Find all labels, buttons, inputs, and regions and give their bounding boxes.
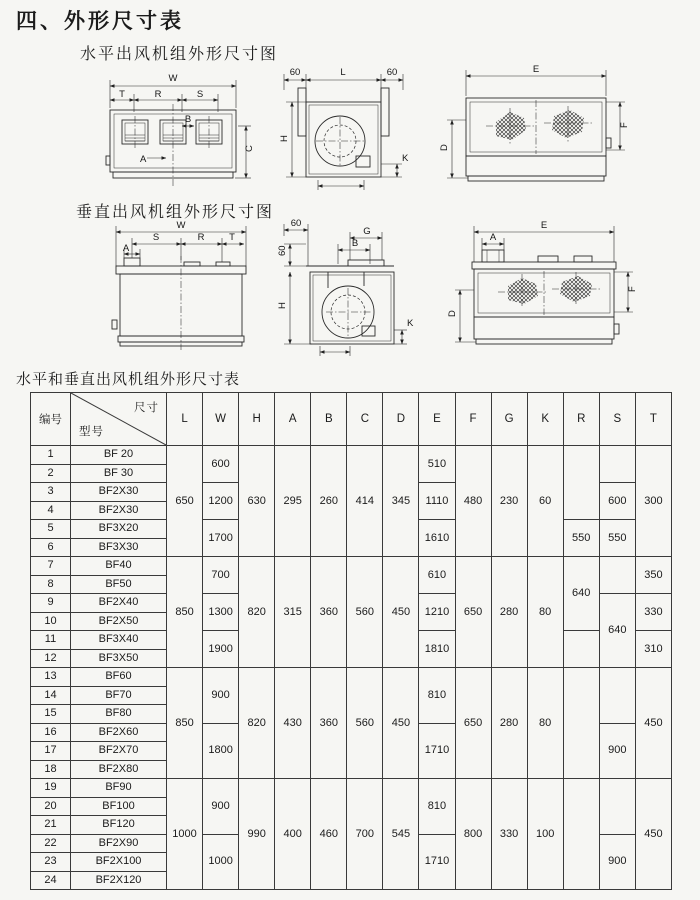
dim-label-T: T bbox=[119, 89, 125, 100]
dim-cell-G: 330 bbox=[491, 779, 527, 890]
dim-cell-W: 1800 bbox=[203, 723, 239, 779]
model-cell: BF60 bbox=[71, 668, 167, 687]
dim-label-60-right: 60 bbox=[386, 67, 398, 78]
row-number-cell: 3 bbox=[31, 483, 71, 502]
dim-cell-T: 350 bbox=[635, 557, 671, 594]
model-cell: BF3X30 bbox=[71, 538, 167, 557]
dim-cell-R bbox=[563, 668, 599, 779]
col-header-A: A bbox=[275, 393, 311, 446]
col-header-F: F bbox=[455, 393, 491, 446]
row-number-cell: 1 bbox=[31, 446, 71, 465]
dim-label-E: E bbox=[540, 220, 548, 231]
inlet-opening-left bbox=[508, 278, 538, 304]
dim-cell-E: 1210 bbox=[419, 594, 455, 631]
dim-label-F: F bbox=[627, 286, 638, 292]
dim-cell-S bbox=[599, 557, 635, 594]
dim-cell-G: 230 bbox=[491, 446, 527, 557]
row-number-cell: 5 bbox=[31, 520, 71, 539]
dim-cell-T: 330 bbox=[635, 594, 671, 631]
dim-label-F: F bbox=[619, 122, 630, 128]
dim-label-G: G bbox=[363, 226, 371, 237]
dim-cell-T: 300 bbox=[635, 446, 671, 557]
model-cell: BF2X40 bbox=[71, 594, 167, 613]
dim-cell-K: 80 bbox=[527, 557, 563, 668]
dim-cell-D: 545 bbox=[383, 779, 419, 890]
model-cell: BF 30 bbox=[71, 464, 167, 483]
outlet-stub-left bbox=[482, 250, 504, 262]
col-header-W: W bbox=[203, 393, 239, 446]
dim-cell-B: 460 bbox=[311, 779, 347, 890]
dim-label-S: S bbox=[152, 232, 160, 243]
dim-cell-A: 315 bbox=[275, 557, 311, 668]
dim-cell-K: 60 bbox=[527, 446, 563, 557]
model-cell: BF50 bbox=[71, 575, 167, 594]
model-cell: BF70 bbox=[71, 686, 167, 705]
dim-cell-C: 414 bbox=[347, 446, 383, 557]
dim-cell-K: 80 bbox=[527, 668, 563, 779]
dim-label-H: H bbox=[277, 302, 288, 309]
dim-cell-G: 280 bbox=[491, 557, 527, 668]
model-cell: BF2X80 bbox=[71, 760, 167, 779]
model-cell: BF2X50 bbox=[71, 612, 167, 631]
row-number-cell: 6 bbox=[31, 538, 71, 557]
outlet-stub-left bbox=[124, 258, 140, 266]
dim-cell-L: 850 bbox=[167, 557, 203, 668]
dim-cell-C: 560 bbox=[347, 668, 383, 779]
dim-cell-S bbox=[599, 446, 635, 483]
dim-cell-S: 600 bbox=[599, 483, 635, 520]
model-cell: BF 20 bbox=[71, 446, 167, 465]
dim-cell-E: 810 bbox=[419, 779, 455, 835]
dim-cell-C: 700 bbox=[347, 779, 383, 890]
model-cell: BF80 bbox=[71, 705, 167, 724]
dim-cell-E: 1110 bbox=[419, 483, 455, 520]
horizontal-front-view-drawing bbox=[88, 60, 258, 195]
dim-cell-E: 1610 bbox=[419, 520, 455, 557]
dim-cell-S: 900 bbox=[599, 834, 635, 890]
row-number-cell: 7 bbox=[31, 557, 71, 576]
dim-cell-S bbox=[599, 779, 635, 835]
dim-cell-H: 990 bbox=[239, 779, 275, 890]
dim-cell-D: 450 bbox=[383, 557, 419, 668]
dim-cell-W: 1300 bbox=[203, 594, 239, 631]
model-cell: BF2X90 bbox=[71, 834, 167, 853]
model-cell: BF3X50 bbox=[71, 649, 167, 668]
table-row bbox=[31, 446, 672, 465]
dim-cell-B: 360 bbox=[311, 557, 347, 668]
dim-cell-R bbox=[563, 631, 599, 668]
header-model-dim-cell bbox=[71, 393, 167, 446]
dim-cell-W: 1900 bbox=[203, 631, 239, 668]
dim-cell-W: 900 bbox=[203, 668, 239, 724]
row-number-cell: 15 bbox=[31, 705, 71, 724]
dim-cell-W: 1200 bbox=[203, 483, 239, 520]
dim-cell-L: 1000 bbox=[167, 779, 203, 890]
row-number-cell: 17 bbox=[31, 742, 71, 761]
dim-label-60-left: 60 bbox=[289, 67, 301, 78]
row-number-cell: 8 bbox=[31, 575, 71, 594]
table-row bbox=[31, 779, 672, 798]
dim-cell-D: 345 bbox=[383, 446, 419, 557]
dim-cell-W: 1000 bbox=[203, 834, 239, 890]
row-number-cell: 4 bbox=[31, 501, 71, 520]
model-cell: BF2X30 bbox=[71, 501, 167, 520]
dim-cell-S: 640 bbox=[599, 594, 635, 668]
dim-cell-T: 450 bbox=[635, 779, 671, 890]
dim-label-R: R bbox=[197, 232, 205, 243]
dim-cell-E: 810 bbox=[419, 668, 455, 724]
col-header-number: 编号 bbox=[31, 393, 71, 446]
row-number-cell: 22 bbox=[31, 834, 71, 853]
dimension-table-body bbox=[31, 446, 672, 890]
model-cell: BF100 bbox=[71, 797, 167, 816]
dim-cell-D: 450 bbox=[383, 668, 419, 779]
row-number-cell: 13 bbox=[31, 668, 71, 687]
vertical-front-view-drawing bbox=[96, 220, 266, 365]
model-cell: BF2X70 bbox=[71, 742, 167, 761]
row-number-cell: 16 bbox=[31, 723, 71, 742]
model-cell: BF2X120 bbox=[71, 871, 167, 890]
model-cell: BF2X60 bbox=[71, 723, 167, 742]
row-number-cell: 2 bbox=[31, 464, 71, 483]
vertical-rear-view-drawing bbox=[446, 220, 646, 365]
dim-cell-E: 1810 bbox=[419, 631, 455, 668]
dim-cell-W: 1700 bbox=[203, 520, 239, 557]
dim-label-60-side: 60 bbox=[277, 245, 288, 256]
dim-label-B: B bbox=[351, 238, 359, 249]
dim-cell-R bbox=[563, 779, 599, 890]
dim-cell-C: 560 bbox=[347, 557, 383, 668]
dim-cell-T: 310 bbox=[635, 631, 671, 668]
table-caption: 水平和垂直出风机组外形尺寸表 bbox=[16, 371, 241, 388]
dim-cell-F: 650 bbox=[455, 557, 491, 668]
row-number-cell: 21 bbox=[31, 816, 71, 835]
dim-cell-F: 800 bbox=[455, 779, 491, 890]
model-cell: BF90 bbox=[71, 779, 167, 798]
dim-cell-T: 450 bbox=[635, 668, 671, 779]
row-number-cell: 20 bbox=[31, 797, 71, 816]
row-number-cell: 11 bbox=[31, 631, 71, 650]
dim-cell-A: 430 bbox=[275, 668, 311, 779]
col-header-T: T bbox=[635, 393, 671, 446]
col-header-L: L bbox=[167, 393, 203, 446]
col-header-E: E bbox=[419, 393, 455, 446]
dim-label-T: T bbox=[229, 232, 235, 243]
dim-label-S: S bbox=[196, 89, 204, 100]
dim-cell-H: 630 bbox=[239, 446, 275, 557]
dim-cell-S: 550 bbox=[599, 520, 635, 557]
dim-cell-W: 900 bbox=[203, 779, 239, 835]
table-row bbox=[31, 668, 672, 687]
dim-cell-B: 360 bbox=[311, 668, 347, 779]
dim-cell-H: 820 bbox=[239, 557, 275, 668]
dim-label-E: E bbox=[532, 64, 540, 75]
row-number-cell: 9 bbox=[31, 594, 71, 613]
dim-cell-E: 1710 bbox=[419, 834, 455, 890]
dim-cell-F: 650 bbox=[455, 668, 491, 779]
dim-label-L: L bbox=[340, 67, 346, 78]
dim-cell-H: 820 bbox=[239, 668, 275, 779]
col-header-R: R bbox=[563, 393, 599, 446]
subtitle-horizontal-unit: 水平出风机组外形尺寸图 bbox=[80, 46, 279, 63]
dim-label-H: H bbox=[279, 135, 290, 142]
dim-cell-A: 295 bbox=[275, 446, 311, 557]
dim-cell-S bbox=[599, 668, 635, 724]
col-header-H: H bbox=[239, 393, 275, 446]
dim-cell-E: 510 bbox=[419, 446, 455, 483]
col-header-B: B bbox=[311, 393, 347, 446]
model-cell: BF2X30 bbox=[71, 483, 167, 502]
row-number-cell: 19 bbox=[31, 779, 71, 798]
dim-cell-E: 1710 bbox=[419, 723, 455, 779]
dim-cell-L: 850 bbox=[167, 668, 203, 779]
dim-cell-F: 480 bbox=[455, 446, 491, 557]
header-row bbox=[31, 393, 672, 446]
dim-label-B: B bbox=[184, 114, 192, 125]
dim-cell-L: 650 bbox=[167, 446, 203, 557]
row-number-cell: 14 bbox=[31, 686, 71, 705]
header-dim-label: 尺寸 bbox=[134, 402, 159, 414]
dim-label-W: W bbox=[168, 73, 178, 84]
dim-cell-K: 100 bbox=[527, 779, 563, 890]
model-cell: BF40 bbox=[71, 557, 167, 576]
dim-label-W: W bbox=[176, 220, 186, 231]
dimension-table bbox=[30, 392, 672, 890]
dim-cell-B: 260 bbox=[311, 446, 347, 557]
dim-label-D: D bbox=[439, 144, 450, 151]
col-header-G: G bbox=[491, 393, 527, 446]
dim-cell-W: 700 bbox=[203, 557, 239, 594]
table-row bbox=[31, 557, 672, 576]
row-number-cell: 18 bbox=[31, 760, 71, 779]
row-number-cell: 24 bbox=[31, 871, 71, 890]
col-header-S: S bbox=[599, 393, 635, 446]
dim-label-A: A bbox=[122, 243, 130, 254]
horizontal-side-view-drawing bbox=[268, 60, 423, 195]
dim-cell-R bbox=[563, 446, 599, 520]
outlet-stub-top bbox=[348, 260, 384, 266]
dim-cell-G: 280 bbox=[491, 668, 527, 779]
dim-cell-R: 640 bbox=[563, 557, 599, 631]
dim-cell-E: 610 bbox=[419, 557, 455, 594]
col-header-K: K bbox=[527, 393, 563, 446]
dim-label-A: A bbox=[140, 154, 147, 165]
header-model-label: 型号 bbox=[79, 426, 104, 438]
dim-label-D: D bbox=[447, 310, 458, 317]
dim-label-K: K bbox=[402, 153, 409, 164]
model-cell: BF3X40 bbox=[71, 631, 167, 650]
col-header-C: C bbox=[347, 393, 383, 446]
dim-cell-A: 400 bbox=[275, 779, 311, 890]
subtitle-vertical-unit: 垂直出风机组外形尺寸图 bbox=[76, 204, 275, 221]
row-number-cell: 23 bbox=[31, 853, 71, 872]
dim-cell-R: 550 bbox=[563, 520, 599, 557]
horizontal-rear-view-drawing bbox=[438, 60, 643, 195]
dim-label-R: R bbox=[154, 89, 162, 100]
model-cell: BF2X100 bbox=[71, 853, 167, 872]
col-header-D: D bbox=[383, 393, 419, 446]
model-cell: BF120 bbox=[71, 816, 167, 835]
page-title: 四、外形尺寸表 bbox=[16, 10, 184, 33]
dim-label-C: C bbox=[244, 145, 255, 152]
model-cell: BF3X20 bbox=[71, 520, 167, 539]
dim-cell-S: 900 bbox=[599, 723, 635, 779]
row-number-cell: 12 bbox=[31, 649, 71, 668]
dim-cell-W: 600 bbox=[203, 446, 239, 483]
dim-label-60-top: 60 bbox=[290, 218, 302, 229]
vertical-side-view-drawing bbox=[276, 218, 426, 363]
dim-label-K: K bbox=[407, 318, 414, 329]
row-number-cell: 10 bbox=[31, 612, 71, 631]
dim-label-A: A bbox=[489, 232, 497, 243]
